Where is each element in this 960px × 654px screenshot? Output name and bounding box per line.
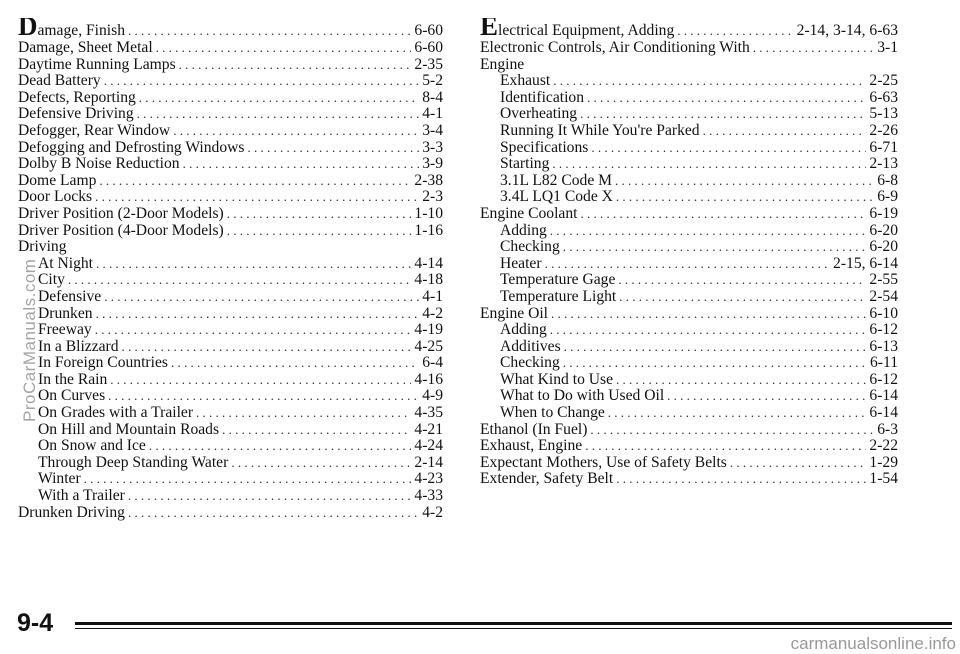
entry-page-ref: 2-22 [869,438,898,455]
entry-page-ref: 4-9 [422,388,443,405]
index-entry [480,355,898,372]
index-entry [480,372,898,389]
leader-dots [703,123,867,140]
entry-label: On Grades with a Trailer [38,405,194,422]
leader-dots [619,289,866,306]
leader-dots [618,272,866,289]
index-entry [18,40,443,57]
leader-dots [128,20,411,40]
leader-dots [616,372,866,389]
leader-dots [104,73,420,90]
entry-label: In the Rain [38,371,108,388]
entry-label: In Foreign Countries [38,355,168,372]
leader-dots [99,173,411,190]
entry-label: At Night [38,255,94,272]
index-entry [480,140,898,157]
page-footer [0,606,960,653]
drop-cap: E [480,18,499,40]
entry-page-ref: 1-29 [869,454,898,471]
entry-label: Driver Position (4-Door Models) [18,222,224,239]
entry-label-rest: amage, Finish [37,22,125,39]
entry-page-ref: 6-8 [877,172,898,189]
entry-label: 3.4L LQ1 Code X [500,189,613,206]
entry-label [18,18,125,40]
entry-label: Temperature Light [500,288,617,305]
entry-label: Exhaust [500,73,551,90]
entry-label: On Hill and Mountain Roads [38,421,220,438]
entry-label: What Kind to Use [500,371,614,388]
index-entry [18,90,443,107]
site-brand: carmanualsonline.info [790,634,956,653]
leader-dots [753,40,874,57]
leader-dots [128,505,419,522]
index-entry [480,206,898,223]
entry-page-ref: 6-9 [877,189,898,206]
leader-dots [615,173,874,190]
entry-page-ref: 2-3 [422,189,443,206]
entry-label: Extender, Safety Belt [480,471,614,488]
index-entry [480,123,898,140]
leader-dots [580,106,866,123]
index-entry [18,339,443,356]
leader-dots [231,455,411,472]
entry-label: What to Do with Used Oil [500,388,665,405]
leader-dots [551,306,866,323]
entry-label: Defogging and Defrosting Windows [18,139,245,156]
leader-dots [563,355,867,372]
leader-dots [137,106,420,123]
index-entry [18,123,443,140]
index-entry [18,239,443,256]
entry-label: Dead Battery [18,73,101,90]
index-entry [480,223,898,240]
leader-dots [591,140,866,157]
entry-page-ref: 6-12 [869,322,898,339]
entry-label: Identification [500,89,584,106]
entry-page-ref: 6-19 [869,205,898,222]
entry-page-ref: 2-35 [414,56,443,73]
index-entry [480,173,898,190]
entry-page-ref: 4-1 [422,106,443,123]
index-entry [480,306,898,323]
entry-page-ref: 1-10 [414,205,443,222]
index-entry [18,156,443,173]
drop-cap: D [18,18,38,40]
entry-page-ref: 6-11 [869,355,898,372]
index-entry [18,505,443,522]
index-entry [18,306,443,323]
entry-label: Winter [38,471,81,488]
leader-dots [122,339,412,356]
entry-label: Specifications [500,139,589,156]
leader-dots [227,206,412,223]
entry-label: Dome Lamp [18,172,97,189]
leader-dots [616,189,874,206]
entry-page-ref: 4-24 [414,438,443,455]
entry-label: Starting [500,156,550,173]
entry-page-ref: 6-14 [869,388,898,405]
entry-page-ref: 4-35 [414,405,443,422]
entry-page-ref: 4-33 [414,488,443,505]
entry-label: Drunken [38,305,93,322]
entry-page-ref: 4-16 [414,371,443,388]
index-entry [480,90,898,107]
leader-dots [183,156,420,173]
entry-label: Ethanol (In Fuel) [480,421,588,438]
entry-page-ref: 1-54 [869,471,898,488]
leader-dots [667,388,866,405]
entry-label: Checking [500,239,560,256]
leader-dots [564,339,867,356]
index-entry [18,106,443,123]
index-entry [480,40,898,57]
leader-dots [227,223,412,240]
entry-label: Engine Oil [480,305,548,322]
leader-dots [545,256,830,273]
leader-dots [563,239,867,256]
entry-label [480,18,674,40]
entry-page-ref: 6-71 [869,139,898,156]
leader-dots [95,189,419,206]
index-entry [480,189,898,206]
leader-dots [608,405,867,422]
entry-page-ref: 2-14, 3-14, 6-63 [796,22,898,39]
index-entry [18,422,443,439]
index-entry [18,173,443,190]
entry-label: Exhaust, Engine [480,438,583,455]
entry-label: Defects, Reporting [18,89,136,106]
entry-page-ref: 3-1 [877,40,898,56]
entry-page-ref: 2-15, 6-14 [833,255,898,272]
index-entry [480,422,898,439]
entry-label: Checking [500,355,560,372]
index-entry [480,18,898,40]
index-entry [480,239,898,256]
index-entry [18,355,443,372]
index-entry [480,455,898,472]
index-entry [18,223,443,240]
entry-label-rest: lectrical Equipment, Adding [498,22,675,39]
leader-dots [590,422,874,439]
index-entry [480,57,898,74]
entry-page-ref: 6-3 [877,421,898,438]
entry-page-ref: 6-4 [422,355,443,372]
entry-label: 3.1L L82 Code M [500,172,613,189]
entry-label: On Curves [38,388,106,405]
index-entry [18,388,443,405]
entry-page-ref: 4-1 [422,288,443,305]
index-entry [18,140,443,157]
page-number: 9-4 [17,609,54,637]
entry-label: Overheating [500,106,578,123]
entry-label: City [38,272,65,289]
leader-dots [95,322,412,339]
index-entry [18,73,443,90]
entry-label: When to Change [500,405,605,422]
entry-label: Defensive Driving [18,106,134,123]
index-entry [18,455,443,472]
entry-label: Freeway [38,322,92,339]
index-entry [480,388,898,405]
entry-page-ref: 3-9 [422,156,443,173]
leader-dots [96,256,411,273]
entry-page-ref: 6-13 [869,338,898,355]
leader-dots [196,405,411,422]
entry-label: Engine Coolant [480,205,578,222]
leader-dots [173,123,419,140]
entry-page-ref: 4-23 [414,471,443,488]
entry-page-ref: 6-12 [869,371,898,388]
entry-page-ref: 4-25 [414,338,443,355]
entry-label: In a Blizzard [38,338,119,355]
entry-page-ref: 3-4 [422,122,443,139]
entry-page-ref: 2-13 [869,156,898,173]
entry-label: Adding [500,222,547,239]
index-entry [18,206,443,223]
entry-page-ref: 4-19 [414,322,443,339]
index-entry [480,322,898,339]
entry-label: Running It While You're Parked [500,122,700,139]
leader-dots [585,438,866,455]
leader-dots [128,488,412,505]
entry-label: Defogger, Rear Window [18,122,171,139]
leader-dots [730,455,867,472]
index-entry [480,73,898,90]
index-entry [480,272,898,289]
leader-dots [108,388,419,405]
entry-label: Adding [500,322,547,339]
leader-dots [580,206,866,223]
index-entry [480,156,898,173]
index-entry [18,488,443,505]
entry-page-ref: 6-20 [869,239,898,256]
index-entry [480,405,898,422]
entry-label: Door Locks [18,189,93,206]
entry-page-ref: 4-2 [422,504,443,521]
entry-page-ref: 4-18 [414,272,443,289]
entry-page-ref: 6-60 [414,40,443,56]
entry-label: Heater [500,255,542,272]
index-column-left [18,18,443,521]
leader-dots [550,223,867,240]
index-entry [18,405,443,422]
entry-page-ref: 6-63 [869,89,898,106]
entry-page-ref: 2-55 [869,272,898,289]
entry-page-ref: 6-20 [869,222,898,239]
entry-page-ref: 6-60 [414,22,443,39]
entry-page-ref: 2-26 [869,122,898,139]
entry-page-ref: 4-21 [414,421,443,438]
entry-page-ref: 5-13 [869,106,898,123]
entry-label: Damage, Sheet Metal [18,40,153,56]
index-entry [18,322,443,339]
entry-page-ref: 2-54 [869,288,898,305]
leader-dots [149,438,412,455]
leader-dots [139,90,419,107]
entry-label: Electronic Controls, Air Conditioning With [480,40,750,56]
entry-label: Driving [18,239,67,256]
leader-dots [222,422,411,439]
footer-rule-thin [75,628,952,629]
index-entry [18,289,443,306]
index-entry [18,189,443,206]
index-entry [18,272,443,289]
leader-dots [84,471,412,488]
index-entry [18,256,443,273]
index-entry [480,339,898,356]
index-entry [480,289,898,306]
leader-dots [171,355,419,372]
entry-label: Engine [480,56,525,73]
leader-dots [96,306,420,323]
entry-label: Through Deep Standing Water [38,454,229,471]
leader-dots [179,57,412,74]
leader-dots [68,272,412,289]
entry-label: Defensive [38,288,102,305]
entry-page-ref: 6-14 [869,405,898,422]
index-entry [480,106,898,123]
entry-label: Additives [500,338,561,355]
index-entry [18,438,443,455]
entry-label: Dolby B Noise Reduction [18,156,180,173]
entry-label: Temperature Gage [500,272,616,289]
leader-dots [156,40,412,57]
leader-dots [110,372,411,389]
index-column-right [480,18,898,488]
index-entry [480,471,898,488]
entry-page-ref: 4-2 [422,305,443,322]
index-entry [480,438,898,455]
leader-dots [616,471,866,488]
leader-dots [552,156,866,173]
leader-dots [677,20,793,40]
entry-page-ref: 2-38 [414,172,443,189]
entry-page-ref: 2-14 [414,454,443,471]
entry-page-ref: 2-25 [869,73,898,90]
entry-page-ref: 3-3 [422,139,443,156]
leader-dots [553,73,866,90]
entry-label: Driver Position (2-Door Models) [18,205,224,222]
entry-label: Drunken Driving [18,504,125,521]
leader-dots [104,289,419,306]
index-entry [18,57,443,74]
entry-page-ref: 5-2 [422,73,443,90]
entry-label: Daytime Running Lamps [18,56,176,73]
index-entry [18,471,443,488]
entry-page-ref: 4-14 [414,255,443,272]
index-entry [480,256,898,273]
index-entry [18,18,443,40]
entry-page-ref: 8-4 [422,89,443,106]
entry-label: With a Trailer [38,488,125,505]
index-entry [18,372,443,389]
leader-dots [247,140,419,157]
leader-dots [550,322,867,339]
entry-page-ref: 1-16 [414,222,443,239]
entry-page-ref: 6-10 [869,305,898,322]
leader-dots [587,90,866,107]
entry-label: On Snow and Ice [38,438,146,455]
entry-label: Expectant Mothers, Use of Safety Belts [480,454,727,471]
footer-rule-thick [75,622,952,625]
watermark: ProCarManuals.com [20,258,39,422]
